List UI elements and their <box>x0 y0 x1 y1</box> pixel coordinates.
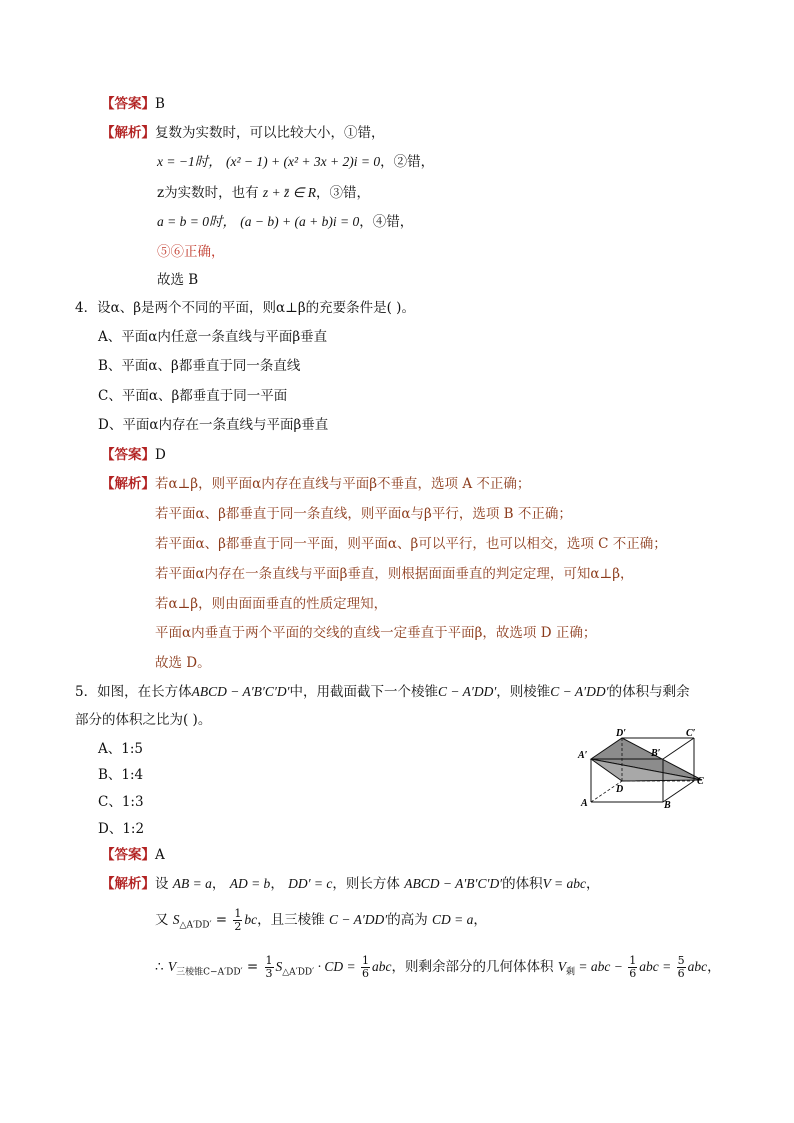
analysis-text: ，③错， <box>316 185 371 201</box>
label-a-prime: A′ <box>578 750 588 761</box>
answer-label: 【答案】 <box>101 96 155 112</box>
q4-question: 4．设α、β是两个不同的平面，则α⊥β的充要条件是( )。 <box>75 300 415 316</box>
fraction-numerator: 1 <box>629 954 637 967</box>
q5-analysis-line3 <box>155 953 721 981</box>
q4-analysis-line6: 平面α内垂直于两个平面的交线的直线一定垂直于平面β，故选项 D 正确； <box>155 625 597 641</box>
math-expression: abc <box>687 959 708 974</box>
q4-analysis-line7: 故选 D。 <box>155 655 211 671</box>
therefore-symbol: ∴ <box>155 959 164 975</box>
analysis-text: z为实数时，也有 <box>157 185 259 201</box>
analysis-text: 又 <box>155 912 169 928</box>
q4-option-c: C、平面α、β都垂直于同一平面 <box>98 388 288 404</box>
analysis-text: 的高为 <box>387 912 428 928</box>
math-expression: (x² − 1) + (x² + 3x + 2)i = 0 <box>226 154 381 169</box>
q4-answer-line <box>101 445 166 465</box>
math-expression: abc <box>371 959 392 974</box>
analysis-text: ，且三棱锥 <box>257 912 325 928</box>
math-expression: ABCD − A′B′C′D′ <box>191 684 290 699</box>
label-c: C <box>697 776 704 787</box>
math-text: x = −1时， <box>157 154 222 169</box>
analysis-text: ，④错， <box>359 214 414 230</box>
q3-answer-line <box>101 94 165 114</box>
fraction-numerator: 1 <box>361 954 369 967</box>
math-expression: ABCD − A′B′C′D′ <box>404 876 503 891</box>
question-text: 中，用截面截下一个棱锥 <box>289 684 439 700</box>
math-expression: z + z̄ ∈ R <box>262 185 317 200</box>
math-symbol: S <box>275 959 283 974</box>
fraction-denominator: 6 <box>629 967 637 980</box>
q3-analysis-line3 <box>157 183 370 203</box>
fraction-numerator: 1 <box>265 954 273 967</box>
q3-analysis-line2 <box>157 152 434 172</box>
math-subscript: 剩 <box>566 967 576 978</box>
analysis-label: 【解析】 <box>101 125 155 141</box>
answer-value: D <box>155 447 166 463</box>
question-text: 的体积与剩余 <box>608 684 690 700</box>
q4-analysis-line5: 若α⊥β，则由面面垂直的性质定理知， <box>155 596 388 612</box>
analysis-label: 【解析】 <box>101 876 155 892</box>
answer-label: 【答案】 <box>101 447 155 463</box>
q5-question-line1 <box>75 682 690 702</box>
label-d-prime: D′ <box>616 728 627 739</box>
answer-value: B <box>155 96 165 112</box>
analysis-text: ， <box>707 959 721 975</box>
fraction-denominator: 6 <box>361 967 369 980</box>
analysis-text: 若α⊥β，则平面α内存在直线与平面β不垂直，选项 A 不正确； <box>155 476 531 492</box>
fraction-denominator: 2 <box>234 920 242 933</box>
math-expression: CD = a <box>432 912 474 927</box>
math-expression: V = abc <box>542 876 586 891</box>
math-subscript: 三棱锥C−A′DD′ <box>176 967 243 978</box>
math-expression: bc <box>244 912 258 927</box>
math-expression: C − A′DD′ <box>550 684 609 699</box>
q4-analysis-line2: 若平面α、β都垂直于同一条直线，则平面α与β平行，选项 B 不正确； <box>155 506 572 522</box>
fraction-numerator: 1 <box>234 907 242 920</box>
question-text: ，则棱锥 <box>496 684 551 700</box>
fraction <box>677 955 686 980</box>
math-expression: AB = a <box>172 876 212 891</box>
q5-answer-line <box>101 845 165 865</box>
q4-option-b: B、平面α、β都垂直于同一条直线 <box>98 358 301 374</box>
fraction-denominator: 6 <box>677 967 685 980</box>
fraction <box>628 955 637 980</box>
analysis-text: ，则长方体 <box>332 876 400 892</box>
analysis-text: 设 <box>155 876 169 892</box>
math-expression: AD = b <box>229 876 271 891</box>
fraction-numerator: 5 <box>677 954 685 967</box>
q5-analysis-line2 <box>155 906 487 934</box>
fraction <box>361 955 370 980</box>
label-b: B <box>664 800 671 811</box>
fraction <box>233 908 242 933</box>
q5-option-b: B、1:4 <box>98 767 144 783</box>
q5-question-line2: 部分的体积之比为( )。 <box>75 712 212 728</box>
analysis-text: ， <box>586 876 600 892</box>
math-subscript: △A′DD′ <box>179 920 212 931</box>
analysis-text: ， <box>270 876 284 892</box>
math-subscript: △A′DD′ <box>282 967 315 978</box>
q3-analysis-line4 <box>157 212 413 232</box>
math-expression: C − A′DD′ <box>328 912 388 927</box>
fraction <box>265 955 274 980</box>
cuboid-figure <box>572 726 712 812</box>
answer-value: A <box>155 847 165 863</box>
label-c-prime: C′ <box>686 728 696 739</box>
analysis-text: 复数为实数时，可以比较大小，①错， <box>155 125 385 141</box>
fraction-denominator: 3 <box>265 967 273 980</box>
q3-analysis-line5: ⑤⑥正确， <box>157 244 225 260</box>
math-expression: abc = <box>639 959 675 974</box>
analysis-text: ，②错， <box>380 154 435 170</box>
q3-analysis-line1 <box>101 123 385 143</box>
math-text: a = b = 0时， <box>157 214 236 229</box>
math-symbol: V <box>167 959 177 974</box>
label-d: D <box>616 784 624 795</box>
analysis-label: 【解析】 <box>101 476 155 492</box>
analysis-text: 的体积 <box>502 876 543 892</box>
analysis-text: ，则剩余部分的几何体体积 <box>391 959 554 975</box>
q5-analysis-line1 <box>101 874 600 894</box>
math-symbol: V <box>557 959 566 974</box>
q5-option-a: A、1:5 <box>98 741 143 757</box>
q5-option-c: C、1:3 <box>98 794 144 810</box>
math-expression: · CD = <box>314 959 359 974</box>
math-expression: (a − b) + (a + b)i = 0 <box>240 214 360 229</box>
q5-option-d: D、1:2 <box>98 821 145 837</box>
analysis-text: ， <box>211 876 226 892</box>
label-b-prime: B′ <box>651 748 661 759</box>
answer-label: 【答案】 <box>101 847 155 863</box>
math-operator: = <box>242 959 263 975</box>
q4-option-a: A、平面α内任意一条直线与平面β垂直 <box>98 329 328 345</box>
q4-analysis-line1 <box>101 474 530 494</box>
math-expression: C − A′DD′ <box>438 684 497 699</box>
math-expression: DD′ = c <box>288 876 333 891</box>
q4-analysis-line4: 若平面α内存在一条直线与平面β垂直，则根据面面垂直的判定定理，可知α⊥β， <box>155 566 634 582</box>
math-operator: = <box>211 912 232 928</box>
q4-option-d: D、平面α内存在一条直线与平面β垂直 <box>98 417 329 433</box>
math-expression: = abc − <box>575 959 627 974</box>
analysis-text: ， <box>473 912 487 928</box>
q4-analysis-line3: 若平面α、β都垂直于同一平面，则平面α、β可以平行，也可以相交，选项 C 不正确； <box>155 536 667 552</box>
math-symbol: S <box>172 912 180 927</box>
q3-analysis-line6: 故选 B <box>157 272 199 288</box>
label-a: A <box>581 798 588 809</box>
question-text: 5．如图，在长方体 <box>75 684 192 700</box>
